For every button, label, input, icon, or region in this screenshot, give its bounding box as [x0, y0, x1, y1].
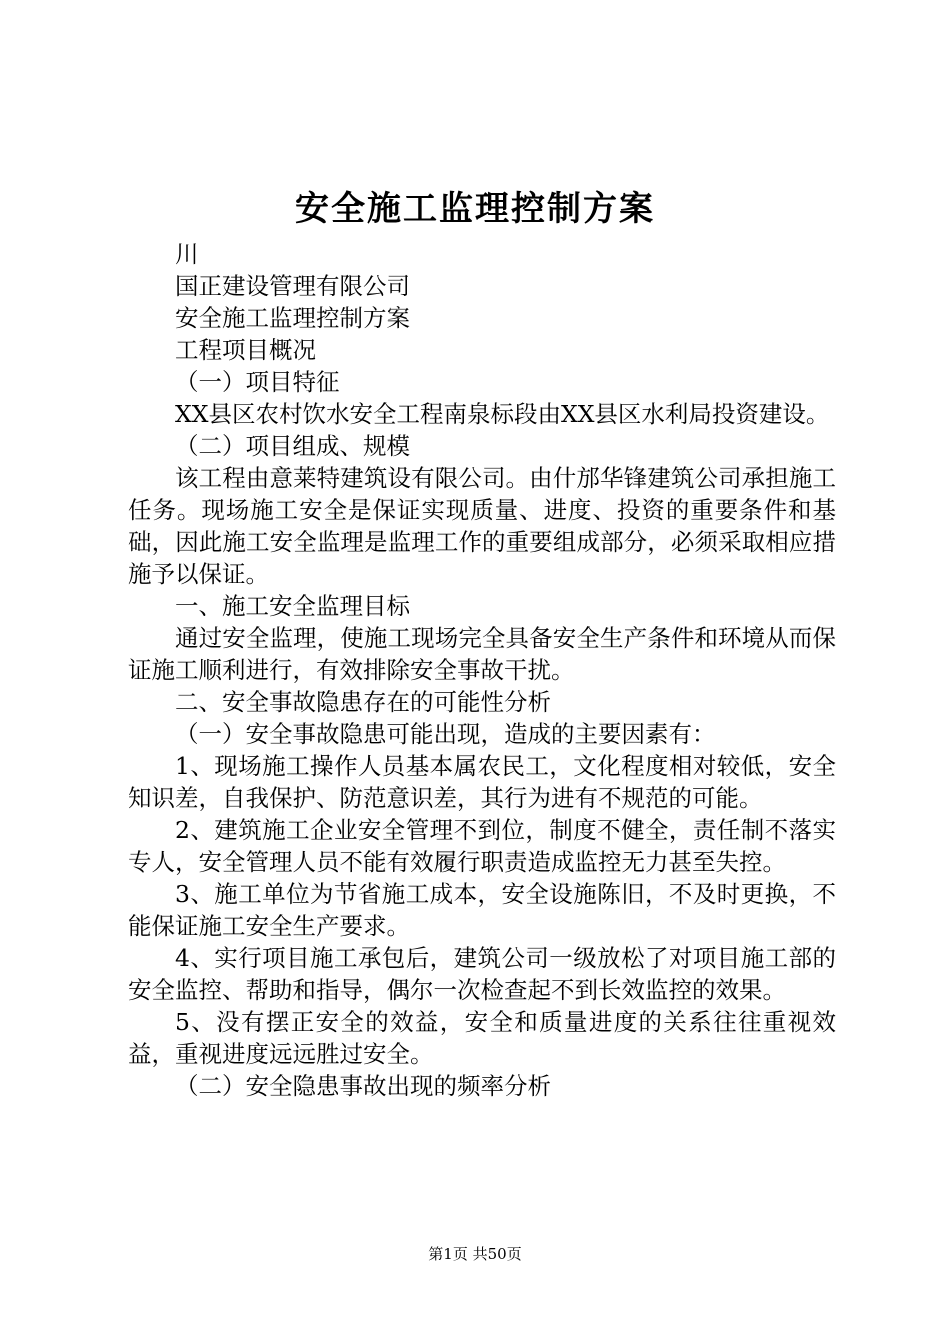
document-title: 安全施工监理控制方案: [295, 189, 655, 229]
section-heading: （二）项目组成、规模: [175, 432, 410, 460]
paragraph: 安全施工监理控制方案: [175, 304, 410, 332]
paragraph: 该工程由意莱特建筑设有限公司。由什邡华锋建筑公司承担施工任务。现场施工安全是保证实现质量、进度、投资的重要条件和基础，因此施工安全监理是监理工作的重要组成部分，必须采取相应措施予以保证。: [128, 464, 836, 588]
paragraph: 通过安全监理，使施工现场完全具备安全生产条件和环境从而保证施工顺利进行，有效排除安全事故干扰。: [128, 624, 836, 684]
paragraph: 川: [175, 240, 199, 268]
section-heading: （一）项目特征: [175, 368, 340, 396]
section-heading: 二、安全事故隐患存在的可能性分析: [175, 688, 551, 716]
list-item: 5、没有摆正安全的效益，安全和质量进度的关系往往重视效益，重视进度远远胜过安全。: [128, 1008, 836, 1068]
section-heading: 一、施工安全监理目标: [175, 592, 410, 620]
paragraph: 国正建设管理有限公司: [175, 272, 410, 300]
list-item: 1、现场施工操作人员基本属农民工，文化程度相对较低，安全知识差，自我保护、防范意识差，其行为进有不规范的可能。: [128, 752, 836, 812]
paragraph: 工程项目概况: [175, 336, 316, 364]
list-item: 3、施工单位为节省施工成本，安全设施陈旧，不及时更换，不能保证施工安全生产要求。: [128, 880, 836, 940]
section-heading: （二）安全隐患事故出现的频率分析: [175, 1072, 551, 1100]
page-footer: 第1页 共50页: [428, 1245, 522, 1263]
list-item: 2、建筑施工企业安全管理不到位，制度不健全，责任制不落实专人，安全管理人员不能有效履行职责造成监控无力甚至失控。: [128, 816, 836, 876]
paragraph: XX县区农村饮水安全工程南泉标段由XX县区水利局投资建设。: [175, 400, 830, 428]
document-body: [128, 238, 836, 1102]
list-item: 4、实行项目施工承包后，建筑公司一级放松了对项目施工部的安全监控、帮助和指导，偶尔一次检查起不到长效监控的效果。: [128, 944, 836, 1004]
section-heading: （一）安全事故隐患可能出现，造成的主要因素有：: [175, 720, 716, 748]
